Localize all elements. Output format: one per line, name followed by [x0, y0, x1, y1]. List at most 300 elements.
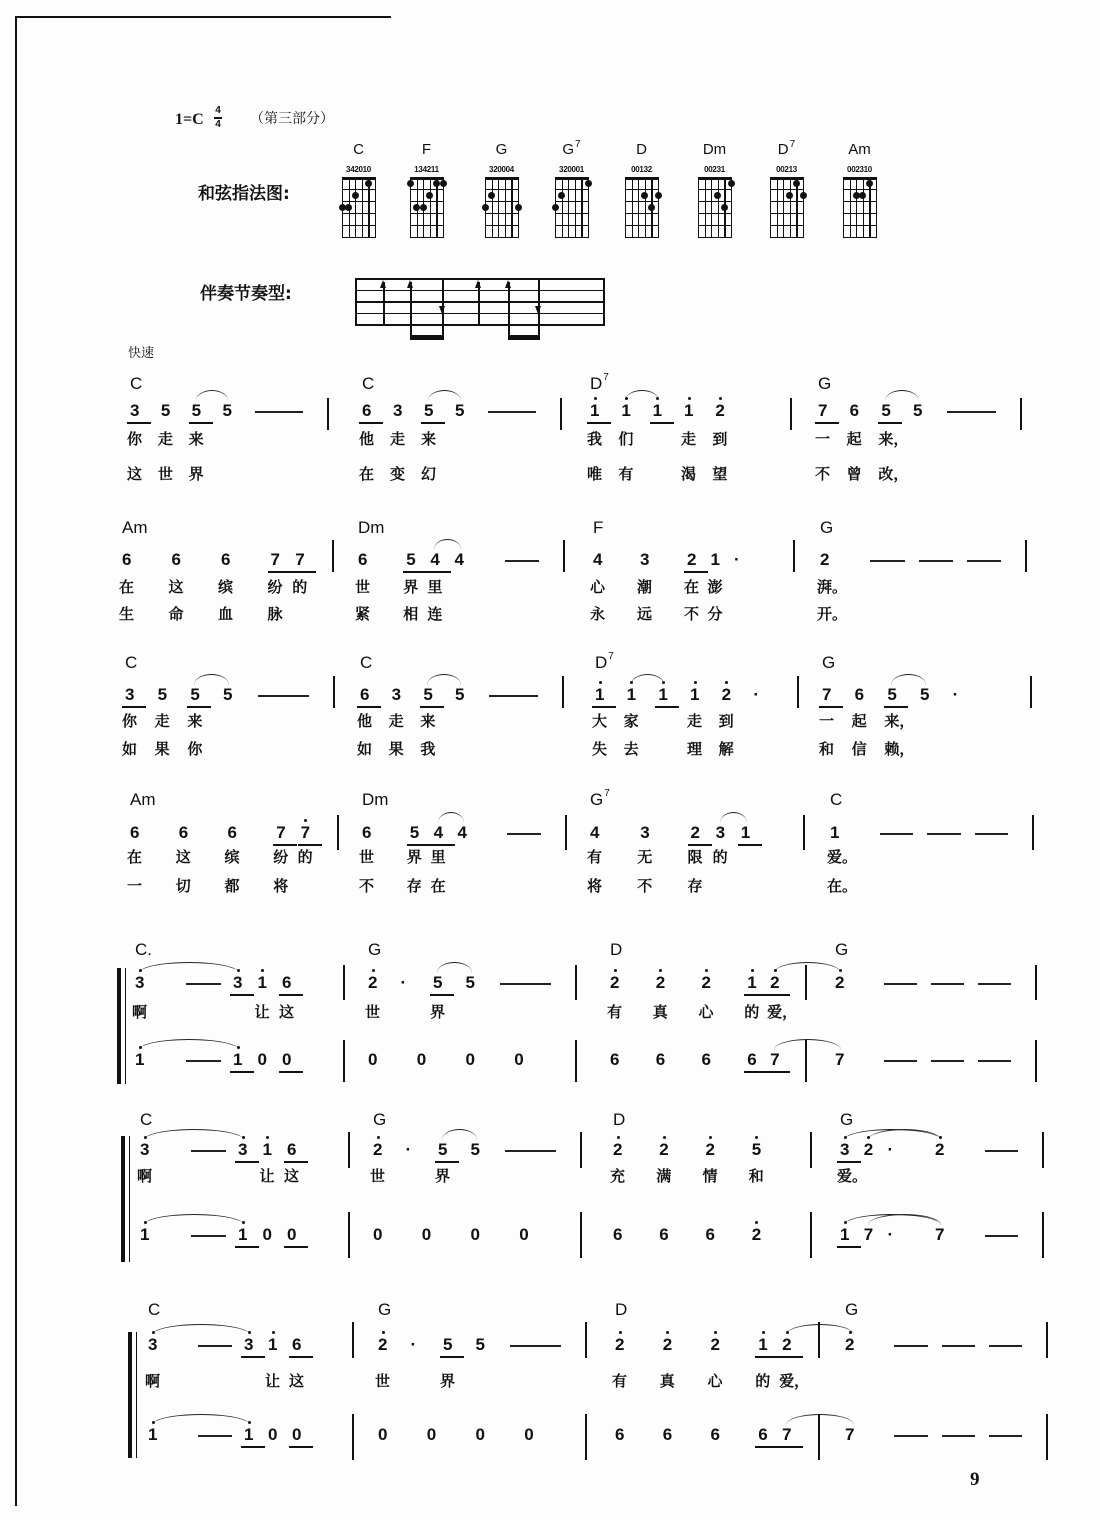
note: 5	[455, 685, 465, 704]
barline	[1046, 1414, 1048, 1460]
augmentation-dot: ·	[405, 1140, 412, 1159]
fret-line	[342, 189, 376, 190]
fret-line	[770, 189, 804, 190]
note: 7	[782, 1425, 792, 1444]
dash-extension	[985, 1150, 1019, 1152]
barline	[790, 398, 792, 430]
octave-dot	[266, 1136, 269, 1139]
chord-symbol: C	[830, 790, 843, 809]
fretboard-grid	[843, 177, 876, 237]
fretboard-grid	[555, 177, 588, 237]
lyric-syllable: 分	[707, 605, 723, 623]
octave-dot	[663, 1136, 666, 1139]
note: 0	[287, 1225, 297, 1244]
lyric-syllable: 望	[712, 465, 728, 483]
dash-extension	[884, 1060, 917, 1062]
note: 7	[935, 1225, 945, 1244]
fingering-numbers: 002310	[847, 165, 872, 174]
note: 3	[125, 685, 135, 704]
fretboard-grid	[342, 177, 375, 237]
fret-line	[342, 177, 376, 180]
lyric-syllable: 世	[370, 1167, 386, 1185]
string-line	[575, 177, 576, 237]
note: 0	[368, 1050, 378, 1069]
lyric-syllable: 走	[687, 712, 703, 730]
note: 0	[292, 1425, 302, 1444]
lyric-syllable: 世	[355, 578, 371, 596]
note: 1	[684, 401, 694, 420]
eighth-underline	[273, 844, 297, 846]
string-line	[711, 177, 712, 237]
note: 6	[282, 973, 292, 992]
tie-arc	[144, 1129, 244, 1140]
string-line	[492, 177, 493, 237]
barline	[580, 1212, 582, 1258]
chord-seventh-superscript: 7	[604, 788, 610, 799]
fret-line	[698, 201, 732, 202]
octave-dot	[599, 681, 602, 684]
note: 0	[465, 1050, 475, 1069]
string-line	[777, 177, 778, 237]
lyric-syllable: 这	[175, 848, 191, 866]
octave-dot	[372, 969, 375, 972]
lyric-syllable: 赖，	[884, 740, 915, 758]
fret-line	[555, 237, 589, 238]
string-line	[632, 177, 633, 237]
octave-dot	[666, 1331, 669, 1334]
lyric-syllable: 改，	[878, 465, 909, 483]
eighth-underline	[407, 844, 431, 846]
part-bracket	[121, 1136, 133, 1262]
fingering-numbers: 134211	[414, 165, 439, 174]
fret-line	[555, 213, 589, 214]
note: 2	[613, 1140, 623, 1159]
note: 6	[659, 1225, 669, 1244]
fret-line	[770, 225, 804, 226]
note: 6	[130, 823, 140, 842]
octave-dot	[304, 819, 307, 822]
finger-dot	[728, 180, 735, 187]
note: 7	[300, 823, 311, 842]
note: 2	[751, 1225, 762, 1244]
note: 6	[613, 1225, 623, 1244]
lyric-syllable: 在	[359, 465, 375, 483]
note: 5	[443, 1335, 453, 1354]
lyric-syllable: 生	[119, 605, 135, 623]
note: 6	[171, 550, 181, 569]
note: 2	[863, 1140, 874, 1159]
lyric-syllable: 这	[168, 578, 184, 596]
note: 6	[610, 1050, 620, 1069]
dash-extension	[186, 983, 221, 985]
fret-line	[770, 213, 804, 214]
eighth-underline	[289, 1356, 313, 1358]
barline	[575, 965, 577, 1000]
barline	[818, 1322, 820, 1358]
note: 6	[849, 401, 860, 420]
lyric-syllable: 界	[403, 578, 419, 596]
chord-diagram	[837, 138, 882, 242]
lyric-syllable: 不	[359, 877, 375, 895]
dash-extension	[967, 560, 1001, 562]
note: 0	[257, 1050, 267, 1069]
note: 6	[122, 550, 132, 569]
lyric-syllable: 这	[127, 465, 143, 483]
lyric-syllable: 到	[712, 430, 728, 448]
note: 4	[593, 550, 603, 569]
note: 2	[935, 1140, 945, 1159]
fret-line	[625, 189, 659, 190]
barline	[333, 676, 335, 708]
eighth-underline	[755, 1356, 779, 1358]
lyric-syllable: 走	[390, 430, 406, 448]
dash-extension	[880, 833, 914, 835]
barline	[805, 965, 807, 1000]
eighth-underline	[298, 844, 322, 846]
fretboard-grid	[770, 177, 803, 237]
lyric-syllable: 走	[157, 430, 173, 448]
chord-diagram-name: G	[495, 141, 508, 158]
note: 2	[655, 973, 666, 992]
note: 1	[244, 1425, 254, 1444]
fret-line	[698, 177, 732, 180]
lyric-syllable: 家	[623, 712, 639, 730]
part-bracket	[128, 1332, 140, 1458]
note: 2	[835, 973, 845, 992]
barline	[327, 398, 329, 430]
lyric-syllable: 失	[592, 740, 608, 758]
fingering-numbers: 320004	[489, 165, 514, 174]
string-line	[645, 177, 646, 237]
note: 7	[276, 823, 286, 842]
note: 4	[430, 550, 440, 569]
note: 0	[426, 1425, 437, 1444]
dash-extension	[931, 1060, 964, 1062]
eighth-underline	[189, 422, 213, 424]
lyric-syllable: 不	[815, 465, 831, 483]
strum-down-arrow-icon	[439, 306, 445, 314]
note: 4	[457, 823, 467, 842]
note: 2	[721, 685, 732, 704]
note: 6	[227, 823, 237, 842]
string-line	[355, 177, 356, 237]
octave-dot	[725, 681, 728, 684]
barline	[793, 540, 795, 572]
note: 6	[758, 1425, 768, 1444]
string-line	[638, 177, 639, 237]
dash-extension	[989, 1435, 1022, 1437]
chord-symbol: C	[362, 374, 375, 393]
note: 6	[287, 1140, 297, 1159]
lyric-syllable: 真	[652, 1003, 668, 1021]
eighth-underline	[435, 1161, 459, 1163]
string-line	[863, 177, 864, 237]
note: 2	[687, 550, 697, 569]
tie-arc	[442, 1129, 477, 1140]
barline	[343, 1040, 345, 1082]
lyric-syllable: 界	[188, 465, 204, 483]
note: 0	[262, 1225, 272, 1244]
dash-extension	[978, 1060, 1011, 1062]
eighth-underline	[235, 1246, 259, 1248]
frame-top-rule	[15, 16, 391, 18]
dash-extension	[500, 983, 551, 985]
lyric-syllable: 心	[590, 578, 606, 596]
fret-line	[555, 177, 589, 180]
note: 1	[710, 550, 720, 569]
string-line	[511, 177, 512, 237]
eighth-underline	[230, 994, 254, 996]
fret-line	[485, 225, 519, 226]
lyric-syllable: 真	[659, 1372, 675, 1390]
note: 6	[854, 685, 865, 704]
chord-diagram	[404, 138, 449, 242]
lyric-syllable: 爱，	[767, 1003, 798, 1021]
eighth-underline	[767, 1071, 790, 1073]
note: 1	[257, 973, 267, 992]
lyric-syllable: 情	[702, 1167, 718, 1185]
note: 2	[615, 1335, 625, 1354]
lyric-syllable: 来	[421, 430, 437, 448]
fret-line	[485, 213, 519, 214]
note: 5	[424, 401, 434, 420]
lyric-syllable: 来	[187, 712, 203, 730]
note: 7	[835, 1050, 845, 1069]
octave-dot	[694, 681, 697, 684]
octave-dot	[659, 969, 662, 972]
lyric-syllable: 你	[187, 740, 203, 758]
chord-seventh-superscript: 7	[789, 139, 796, 150]
strum-stem	[478, 282, 480, 325]
note: 1	[262, 1140, 272, 1159]
barline	[1030, 676, 1032, 708]
tempo-marking: 快速	[128, 346, 155, 361]
chord-symbol: G	[820, 518, 834, 537]
note: 6	[178, 823, 189, 842]
eighth-underline	[127, 422, 151, 424]
tie-arc	[139, 1039, 239, 1050]
chord-symbol: $G^7$	[590, 788, 610, 809]
lyric-syllable: 界	[430, 1003, 446, 1021]
fret-line	[698, 189, 732, 190]
note: 3	[244, 1335, 254, 1354]
strum-up-arrow-icon	[380, 280, 386, 288]
note: 2	[378, 1335, 388, 1354]
string-line	[856, 177, 857, 237]
chord-symbol: G	[378, 1300, 392, 1319]
barline	[797, 676, 799, 708]
note: 6	[362, 823, 372, 842]
note: 3	[840, 1140, 850, 1159]
chord-symbol: C	[130, 374, 143, 393]
octave-dot	[382, 1331, 385, 1334]
barline	[562, 676, 564, 708]
string-line	[375, 177, 376, 237]
eighth-underline	[655, 706, 679, 708]
lyric-syllable: 连	[427, 605, 443, 623]
lyric-syllable: 你	[122, 712, 138, 730]
key-signature: 1=C	[175, 111, 204, 128]
tie-arc	[786, 1324, 854, 1335]
note: 7	[270, 550, 280, 569]
note: 1	[840, 1225, 850, 1244]
note: 5	[455, 401, 465, 420]
fret-line	[625, 201, 659, 202]
fret-line	[410, 189, 444, 190]
note: 1	[690, 685, 700, 704]
lyric-syllable: 信	[851, 740, 867, 758]
fret-line	[410, 225, 444, 226]
string-line	[581, 177, 582, 237]
eighth-underline	[837, 1246, 861, 1248]
chord-symbol: G	[822, 653, 836, 672]
dash-extension	[505, 1150, 556, 1152]
chord-diagram-name: Am	[848, 141, 871, 158]
note: 0	[514, 1050, 524, 1069]
lyric-syllable: 让	[254, 1003, 270, 1021]
lyric-syllable: 心	[707, 1372, 723, 1390]
tie-arc	[774, 1039, 841, 1050]
fret-line	[485, 237, 519, 238]
note: 6	[615, 1425, 625, 1444]
note: 5	[190, 685, 200, 704]
barline	[1032, 815, 1034, 850]
note: 7	[770, 1050, 780, 1069]
chord-diagram	[479, 138, 524, 242]
tie-arc	[774, 962, 841, 973]
eighth-underline	[744, 994, 767, 996]
lyric-syllable: 世	[375, 1372, 391, 1390]
augmentation-dot: ·	[410, 1335, 417, 1354]
note: 6	[701, 1050, 711, 1069]
tie-arc	[786, 1414, 854, 1425]
finger-dot	[655, 192, 662, 199]
augmentation-dot: ·	[887, 1225, 894, 1244]
octave-dot	[762, 1331, 765, 1334]
eighth-underline	[421, 422, 445, 424]
finger-dot	[482, 204, 489, 211]
eighth-underline	[420, 706, 444, 708]
lyric-syllable: 爱，	[779, 1372, 810, 1390]
barline	[810, 1212, 812, 1258]
note: 2	[770, 973, 780, 992]
strum-stem	[508, 282, 510, 340]
eighth-underline	[284, 1161, 308, 1163]
lyric-syllable: 心	[698, 1003, 714, 1021]
chord-symbol: F	[593, 518, 604, 537]
dash-extension	[198, 1345, 232, 1347]
dash-extension	[255, 411, 303, 413]
barline	[1025, 540, 1027, 572]
tie-arc	[438, 812, 464, 823]
fret-line	[770, 177, 804, 180]
finger-dot	[515, 204, 522, 211]
fretboard-grid	[410, 177, 443, 237]
eighth-underline	[819, 706, 843, 708]
lyric-syllable: 有	[607, 1003, 623, 1021]
lyric-syllable: 的	[712, 848, 728, 866]
note: 3	[238, 1140, 248, 1159]
fret-line	[843, 201, 877, 202]
barline	[1046, 1322, 1048, 1358]
strum-down-arrow-icon	[535, 306, 541, 314]
note: 1	[740, 823, 751, 842]
note: 3	[140, 1140, 150, 1159]
note: 5	[920, 685, 930, 704]
note: 3	[135, 973, 145, 992]
eighth-underline	[284, 1246, 308, 1248]
fret-line	[410, 177, 444, 180]
octave-dot	[617, 1136, 620, 1139]
dash-extension	[507, 833, 541, 835]
lyric-syllable: 不	[684, 605, 700, 623]
note: 6	[662, 1425, 673, 1444]
eighth-underline	[241, 1446, 265, 1448]
octave-dot	[849, 1331, 852, 1334]
eighth-underline	[755, 1446, 779, 1448]
string-line	[625, 177, 626, 237]
lyric-syllable: 的	[755, 1372, 771, 1390]
fret-line	[843, 213, 877, 214]
chord-diagram	[336, 138, 381, 242]
octave-dot	[272, 1331, 275, 1334]
lyric-syllable: 将	[273, 877, 289, 895]
finger-dot	[407, 180, 414, 187]
fret-line	[625, 225, 659, 226]
finger-dot	[648, 204, 655, 211]
barline	[575, 1040, 577, 1082]
lyric-syllable: 命	[168, 605, 184, 623]
eighth-underline	[279, 994, 303, 996]
lyric-syllable: 相	[403, 605, 419, 623]
fretboard-grid	[485, 177, 518, 237]
note: 0	[282, 1050, 292, 1069]
finger-dot	[641, 192, 648, 199]
note: 7	[822, 685, 832, 704]
note: 0	[519, 1225, 529, 1244]
barline	[337, 815, 339, 850]
dash-extension	[510, 1345, 561, 1347]
eighth-underline	[403, 571, 427, 573]
fingering-numbers: 00213	[776, 165, 797, 174]
note: 6	[710, 1425, 720, 1444]
chord-diagram-name: $G^7$	[562, 139, 581, 158]
fingering-numbers: 320001	[559, 165, 584, 174]
note: 0	[421, 1225, 432, 1244]
barline	[1035, 965, 1037, 1000]
lyric-syllable: 来	[420, 712, 436, 730]
lyric-syllable: 世	[365, 1003, 381, 1021]
part-bracket	[117, 968, 129, 1084]
section-title: （第三部分）	[250, 111, 334, 127]
finger-dot	[433, 180, 440, 187]
eighth-underline	[744, 1071, 767, 1073]
note: 2	[820, 550, 830, 569]
fingering-numbers: 00231	[704, 165, 725, 174]
note: 2	[373, 1140, 383, 1159]
note: 4	[433, 823, 444, 842]
chord-symbol: Am	[122, 518, 148, 537]
lyric-syllable: 在	[127, 848, 143, 866]
note: 5	[751, 1140, 762, 1159]
lyric-syllable: 到	[718, 712, 734, 730]
fretboard-grid	[698, 177, 731, 237]
string-line	[803, 177, 804, 237]
finger-dot	[786, 192, 793, 199]
fret-line	[770, 201, 804, 202]
lyric-syllable: 在	[119, 578, 135, 596]
note: 6	[292, 1335, 302, 1354]
